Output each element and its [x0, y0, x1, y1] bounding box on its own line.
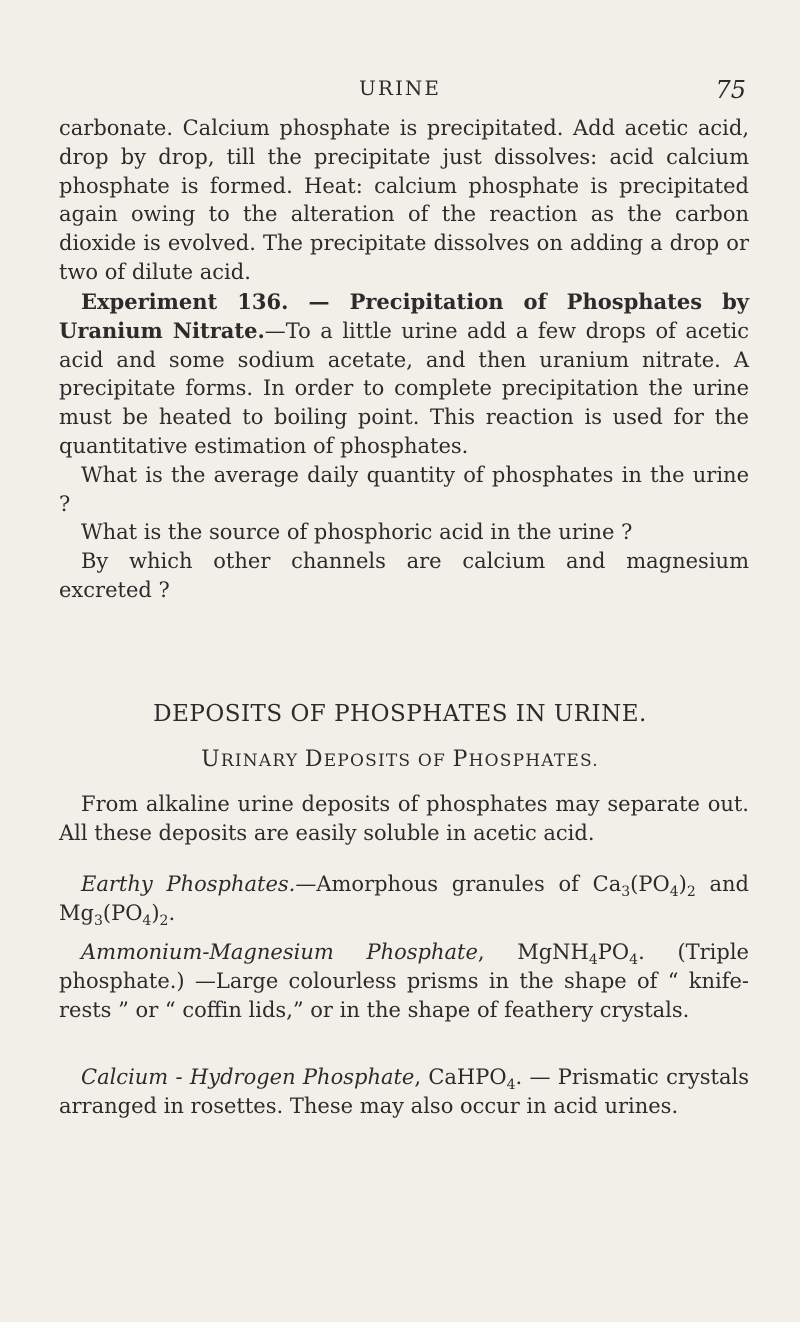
ammonium-magnesium-phosphate: Ammonium-Magnesium Phosphate, $MgNH_4PO_4$. (Triple phosphate.) —Large colourless prisms in the shape of “ knife-rests ” or “ coffin lids,” or in the shape of feathery crystals.	[59, 940, 749, 1022]
experiment-paragraph	[59, 288, 749, 461]
deposits-intro: From alkaline urine deposits of phosphates may separate out. All these deposits are easily soluble in acetic acid.	[59, 792, 749, 845]
question-source: What is the source of phosphoric acid in the urine ?	[81, 520, 633, 545]
section-heading: DEPOSITS OF PHOSPHATES IN URINE.	[153, 701, 647, 727]
earthy-phosphates: Earthy Phosphates.—Amorphous granules of $Ca_3(PO_4)_2$ and $Mg_3(PO_4)_2$.	[59, 872, 749, 929]
running-head	[0, 76, 800, 104]
question-daily-quantity: What is the average daily quantity of phosphates in the urine ?	[59, 462, 749, 516]
page-number: 75	[715, 76, 746, 104]
earthy-title: Earthy Phosphates.	[81, 872, 296, 896]
experiment-title: Experiment 136. — Precipitation of Phosphates by Uranium Nitrate.	[59, 289, 749, 343]
question-channels: By which other channels are calcium and magnesium excreted ?	[59, 549, 749, 602]
subsection-heading: URINARY DEPOSITS OF PHOSPHATES.	[201, 747, 599, 772]
running-title: URINE	[359, 76, 441, 100]
experiment-section	[59, 288, 749, 605]
paragraph-carbonate: carbonate. Calcium phosphate is precipitated. Add acetic acid, drop by drop, till the precipitate just dissolves: acid calcium phosphate is formed. Heat: calcium phosphate is precipitated again owing to the alteration of the reaction as the carbon dioxide is evolved. The precipitate dissolves on adding a drop or two of dilute acid.	[59, 116, 749, 284]
calcium-hydrogen-phosphate: Calcium - Hydrogen Phosphate, CaHPO$_4$. — Prismatic crystals arranged in rosettes. These may also occur in acid urines.	[59, 1065, 750, 1118]
calcium-title: Calcium - Hydrogen Phosphate	[81, 1065, 415, 1089]
ammonium-title: Ammonium-Magnesium Phosphate	[81, 940, 478, 964]
experiment-body: —To a little urine add a few drops of acetic acid and some sodium acetate, and then uranium nitrate. A precipitate forms. In order to complete precipitation the urine must be heated to boiling point. This reaction is used for the quantitative estimation of phosphates.	[59, 318, 749, 458]
